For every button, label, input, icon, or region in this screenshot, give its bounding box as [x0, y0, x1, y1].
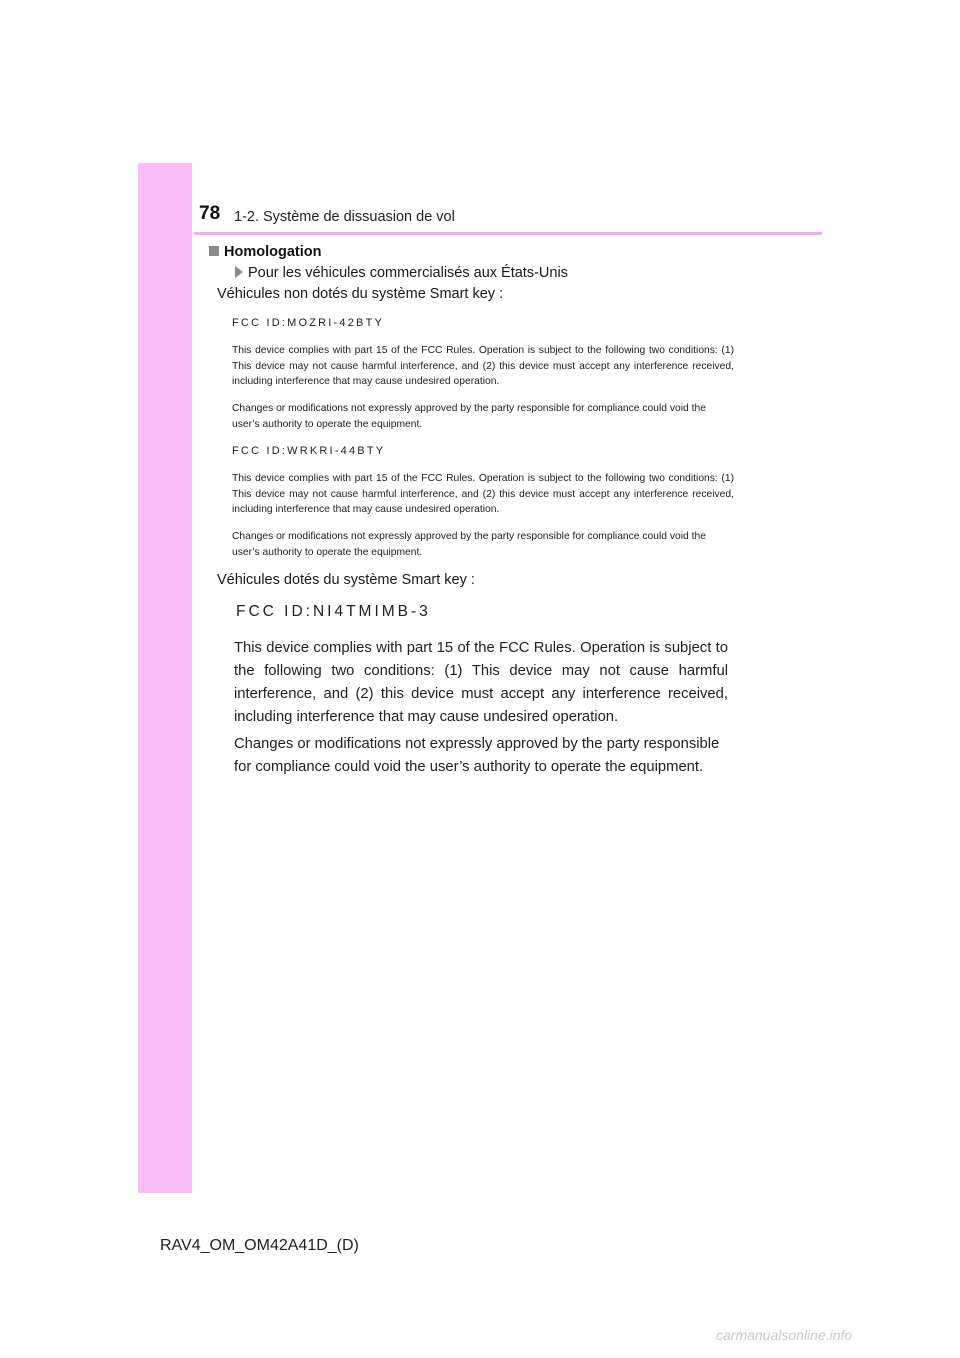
fcc-changes-text-3: Changes or modifications not expressly approved by the party responsible for compliance could void the user’s authority to operate the equipment. — [234, 736, 720, 775]
side-color-band — [138, 163, 192, 1193]
fcc-compliance-text-1: This device complies with part 15 of the FCC Rules. Operation is subject to the following two conditions: (1) This device may not cause harmful interference, and (2) this device must accept any interference received, including interference that may cause undesired operation. — [232, 345, 734, 387]
fcc-compliance-text-2: This device complies with part 15 of the FCC Rules. Operation is subject to the following two conditions: (1) This device may not cause harmful interference, and (2) this device must accept any interference received, including interference that may cause undesired operation. — [232, 473, 734, 515]
page-number: 78 — [199, 203, 221, 224]
heading-text: Homologation — [224, 244, 322, 260]
non-smart-key-subtitle: Véhicules non dotés du système Smart key : — [217, 286, 504, 302]
fcc-id-wrkri: FCC ID:WRKRI-44BTY — [232, 445, 386, 457]
homologation-heading — [209, 244, 321, 260]
section-title: 1-2. Système de dissuasion de vol — [234, 209, 455, 225]
fcc-id-mozri: FCC ID:MOZRI-42BTY — [232, 317, 385, 329]
square-bullet-icon — [209, 246, 219, 256]
fcc-changes-text-1: Changes or modifications not expressly approved by the party responsible for compliance could void the user’s authority to operate the equipment. — [232, 403, 706, 430]
market-line — [235, 265, 568, 281]
market-text: Pour les véhicules commercialisés aux États-Unis — [248, 265, 568, 281]
watermark: carmanualsonline.info — [716, 1327, 853, 1343]
header-rule — [194, 232, 822, 235]
document-code: RAV4_OM_OM42A41D_(D) — [160, 1237, 359, 1254]
fcc-id-ni4tmimb: FCC ID:NI4TMIMB-3 — [236, 603, 431, 620]
triangle-bullet-icon — [235, 266, 243, 278]
fcc-changes-text-2: Changes or modifications not expressly approved by the party responsible for compliance could void the user’s authority to operate the equipment. — [232, 531, 706, 558]
fcc-compliance-text-3: This device complies with part 15 of the FCC Rules. Operation is subject to the following two conditions: (1) This device may not cause harmful interference, and (2) this device must accept any interference received, including interference that may cause undesired operation. — [234, 640, 728, 725]
smart-key-subtitle: Véhicules dotés du système Smart key : — [217, 572, 475, 588]
